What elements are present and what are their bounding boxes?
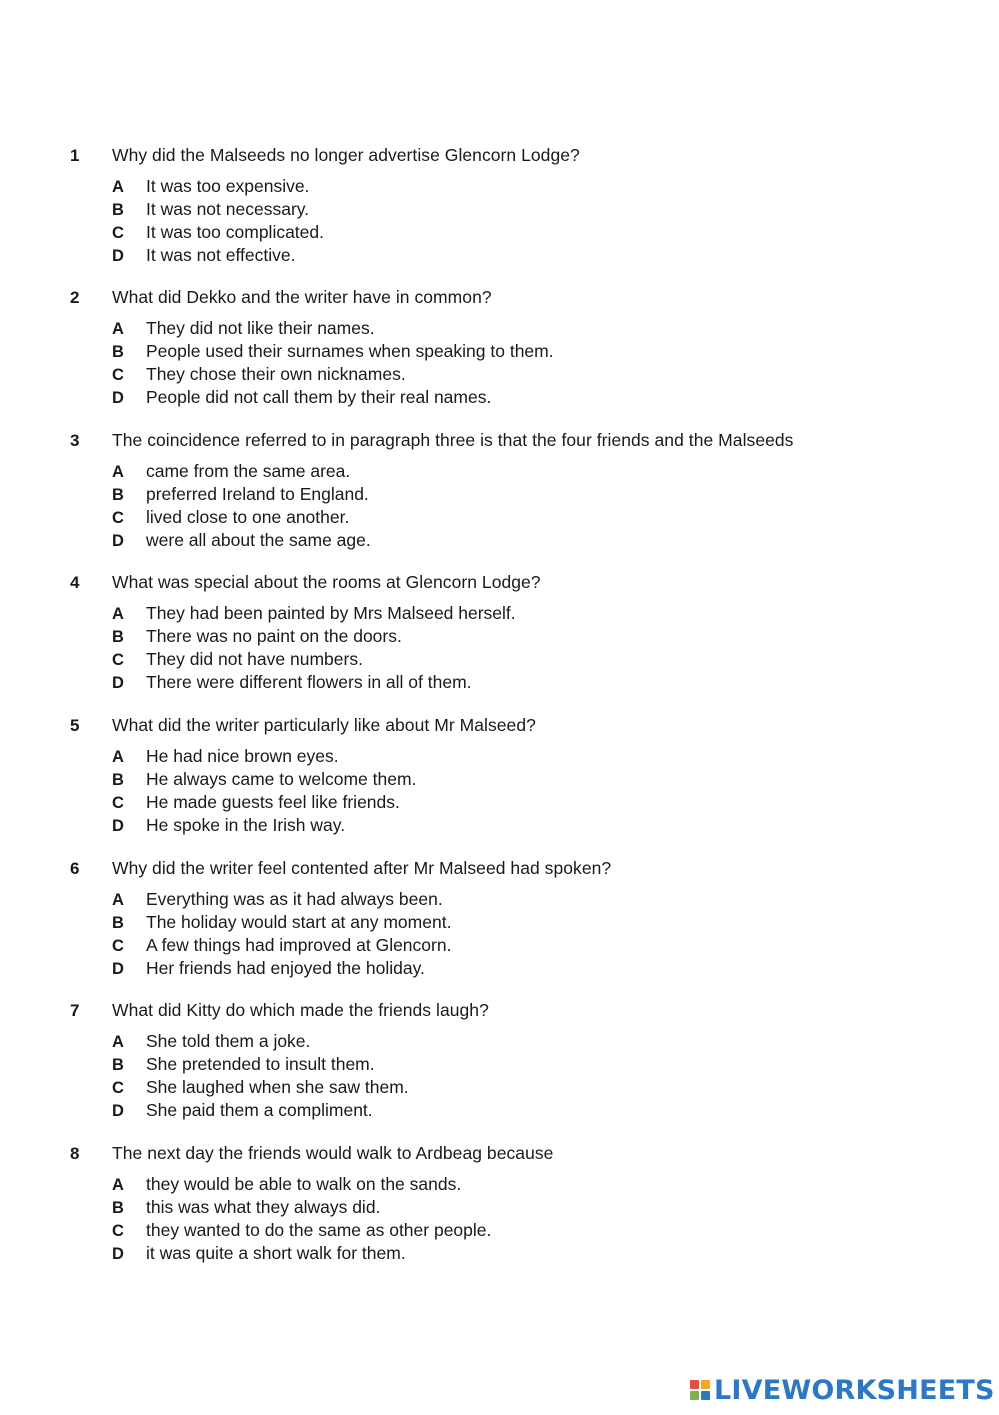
option-text: They had been painted by Mrs Malseed herself. (146, 603, 516, 623)
option-text: There was no paint on the doors. (146, 626, 402, 646)
option-letter: C (112, 509, 124, 527)
option-c[interactable] (112, 792, 950, 815)
option-list (70, 318, 950, 410)
option-list (70, 889, 950, 981)
question-6 (70, 858, 950, 981)
option-letter: C (112, 1079, 124, 1097)
question-text: What was special about the rooms at Glencorn Lodge? (112, 572, 541, 592)
question-3 (70, 430, 950, 553)
option-letter: C (112, 651, 124, 669)
option-list (70, 603, 950, 695)
option-text: A few things had improved at Glencorn. (146, 935, 452, 955)
option-c[interactable] (112, 1077, 950, 1100)
option-text: It was too complicated. (146, 222, 324, 242)
option-a[interactable] (112, 603, 950, 626)
option-letter: A (112, 463, 124, 481)
question-1 (70, 145, 950, 268)
option-c[interactable] (112, 649, 950, 672)
option-text: they wanted to do the same as other people. (146, 1220, 492, 1240)
option-text: The holiday would start at any moment. (146, 912, 452, 932)
option-letter: B (112, 771, 124, 789)
option-c[interactable] (112, 222, 950, 245)
option-b[interactable] (112, 484, 950, 507)
question-number: 7 (70, 1001, 80, 1020)
option-text: He always came to welcome them. (146, 769, 417, 789)
option-text: preferred Ireland to England. (146, 484, 369, 504)
option-letter: C (112, 1222, 124, 1240)
option-text: He made guests feel like friends. (146, 792, 400, 812)
question-number: 8 (70, 1144, 80, 1163)
option-letter: D (112, 960, 124, 978)
option-c[interactable] (112, 507, 950, 530)
option-d[interactable] (112, 1243, 950, 1266)
option-text: People used their surnames when speaking to them. (146, 341, 554, 361)
option-text: They did not have numbers. (146, 649, 363, 669)
option-letter: A (112, 178, 124, 196)
option-text: It was too expensive. (146, 176, 310, 196)
question-number: 2 (70, 288, 80, 307)
option-text: They did not like their names. (146, 318, 375, 338)
option-d[interactable] (112, 245, 950, 268)
question-text: What did Dekko and the writer have in common? (112, 287, 492, 307)
option-d[interactable] (112, 1100, 950, 1123)
option-letter: B (112, 486, 124, 504)
option-text: they would be able to walk on the sands. (146, 1174, 462, 1194)
option-letter: C (112, 794, 124, 812)
option-letter: D (112, 674, 124, 692)
option-a[interactable] (112, 1174, 950, 1197)
option-letter: C (112, 366, 124, 384)
option-text: lived close to one another. (146, 507, 350, 527)
option-letter: B (112, 201, 124, 219)
option-text: Her friends had enjoyed the holiday. (146, 958, 425, 978)
question-text: The next day the friends would walk to Ardbeag because (112, 1143, 554, 1163)
option-letter: A (112, 1033, 124, 1051)
option-letter: B (112, 1056, 124, 1074)
option-text: came from the same area. (146, 461, 351, 481)
option-list (70, 461, 950, 553)
option-b[interactable] (112, 199, 950, 222)
question-4 (70, 572, 950, 695)
option-text: He had nice brown eyes. (146, 746, 339, 766)
option-c[interactable] (112, 935, 950, 958)
option-letter: B (112, 1199, 124, 1217)
option-text: He spoke in the Irish way. (146, 815, 346, 835)
option-text: People did not call them by their real names. (146, 387, 492, 407)
option-a[interactable] (112, 889, 950, 912)
option-d[interactable] (112, 815, 950, 838)
option-letter: D (112, 247, 124, 265)
option-a[interactable] (112, 318, 950, 341)
option-text: it was quite a short walk for them. (146, 1243, 406, 1263)
option-letter: C (112, 937, 124, 955)
option-letter: A (112, 320, 124, 338)
option-letter: A (112, 891, 124, 909)
option-text: She laughed when she saw them. (146, 1077, 409, 1097)
option-a[interactable] (112, 746, 950, 769)
logo-text: LIVEWORKSHEETS (714, 1374, 995, 1406)
option-text: She paid them a compliment. (146, 1100, 373, 1120)
question-number: 1 (70, 146, 80, 165)
question-text: The coincidence referred to in paragraph three is that the four friends and the Malseeds (112, 430, 794, 450)
question-text: Why did the Malseeds no longer advertise Glencorn Lodge? (112, 145, 580, 165)
option-d[interactable] (112, 672, 950, 695)
question-text: What did the writer particularly like about Mr Malseed? (112, 715, 536, 735)
option-a[interactable] (112, 176, 950, 199)
option-b[interactable] (112, 341, 950, 364)
option-text: They chose their own nicknames. (146, 364, 406, 384)
option-text: It was not necessary. (146, 199, 310, 219)
question-text: What did Kitty do which made the friends laugh? (112, 1000, 489, 1020)
option-letter: A (112, 748, 124, 766)
option-b[interactable] (112, 1054, 950, 1077)
option-d[interactable] (112, 958, 950, 981)
option-text: were all about the same age. (146, 530, 371, 550)
option-letter: C (112, 224, 124, 242)
option-letter: B (112, 628, 124, 646)
question-8 (70, 1143, 950, 1266)
option-list (70, 1031, 950, 1123)
question-number: 6 (70, 859, 80, 878)
option-letter: D (112, 817, 124, 835)
option-c[interactable] (112, 364, 950, 387)
option-a[interactable] (112, 1031, 950, 1054)
option-letter: D (112, 532, 124, 550)
question-number: 4 (70, 573, 80, 592)
option-text: She told them a joke. (146, 1031, 311, 1051)
logo-square (690, 1380, 699, 1389)
liveworksheets-logo[interactable] (690, 1372, 995, 1408)
option-text: this was what they always did. (146, 1197, 381, 1217)
option-letter: B (112, 914, 124, 932)
option-d[interactable] (112, 530, 950, 553)
option-list (70, 746, 950, 838)
option-c[interactable] (112, 1220, 950, 1243)
option-letter: D (112, 1245, 124, 1263)
option-list (70, 176, 950, 268)
option-b[interactable] (112, 1197, 950, 1220)
option-b[interactable] (112, 626, 950, 649)
option-text: There were different flowers in all of them. (146, 672, 472, 692)
option-letter: B (112, 343, 124, 361)
option-a[interactable] (112, 461, 950, 484)
option-letter: A (112, 605, 124, 623)
logo-mark-icon (690, 1380, 710, 1400)
question-2 (70, 287, 950, 410)
question-5 (70, 715, 950, 838)
option-d[interactable] (112, 387, 950, 410)
question-number: 5 (70, 716, 80, 735)
option-list (70, 1174, 950, 1266)
option-letter: D (112, 1102, 124, 1120)
question-text: Why did the writer feel contented after Mr Malseed had spoken? (112, 858, 612, 878)
option-letter: A (112, 1176, 124, 1194)
logo-square (701, 1391, 710, 1400)
option-text: It was not effective. (146, 245, 296, 265)
option-letter: D (112, 389, 124, 407)
option-b[interactable] (112, 769, 950, 792)
logo-square (690, 1391, 699, 1400)
question-7 (70, 1000, 950, 1123)
question-number: 3 (70, 431, 80, 450)
logo-square (701, 1380, 710, 1389)
option-text: Everything was as it had always been. (146, 889, 443, 909)
option-b[interactable] (112, 912, 950, 935)
option-text: She pretended to insult them. (146, 1054, 375, 1074)
